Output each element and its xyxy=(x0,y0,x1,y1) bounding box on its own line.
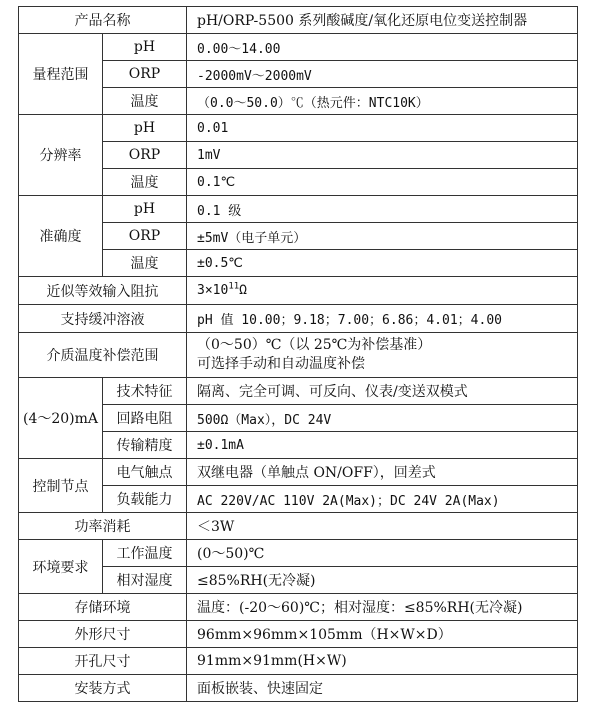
row-accuracy-temp xyxy=(19,250,578,277)
temp-comp-label: 介质温度补偿范围 xyxy=(19,333,187,378)
accuracy-value-ph: 0.1 级 xyxy=(187,196,578,223)
row-cutout xyxy=(19,648,578,675)
accuracy-sub-temp: 温度 xyxy=(103,250,187,277)
output-label: (4～20)mA xyxy=(19,378,103,459)
mounting-value: 面板嵌装、快速固定 xyxy=(187,675,578,702)
row-product-name xyxy=(19,7,578,34)
resolution-value-ph: 0.01 xyxy=(187,115,578,142)
storage-label: 存储环境 xyxy=(19,594,187,621)
impedance-unit: Ω xyxy=(239,283,247,298)
row-control-load xyxy=(19,486,578,513)
control-label: 控制节点 xyxy=(19,459,103,513)
buffer-value: pH 值 10.00；9.18；7.00；6.86；4.01；4.00 xyxy=(187,305,578,333)
power-value: ＜3W xyxy=(187,513,578,540)
resolution-sub-temp: 温度 xyxy=(103,169,187,196)
row-resolution-temp xyxy=(19,169,578,196)
output-sub-precision: 传输精度 xyxy=(103,432,187,459)
row-accuracy-orp xyxy=(19,223,578,250)
output-sub-loop: 回路电阻 xyxy=(103,405,187,432)
row-env-temp xyxy=(19,540,578,567)
range-label: 量程范围 xyxy=(19,34,103,115)
temp-comp-line1: （0～50）℃（以 25℃为补偿基准） xyxy=(197,337,432,353)
row-range-temp xyxy=(19,88,578,115)
row-dimensions xyxy=(19,621,578,648)
row-power xyxy=(19,513,578,540)
impedance-exponent: 11 xyxy=(228,281,240,292)
temp-comp-line2: 可选择手动和自动温度补偿 xyxy=(197,356,365,372)
row-mounting xyxy=(19,675,578,702)
impedance-base: 3×10 xyxy=(197,283,229,298)
row-control-contacts xyxy=(19,459,578,486)
row-buffer xyxy=(19,305,578,333)
accuracy-value-orp: ±5mV（电子单元） xyxy=(187,223,578,250)
row-resolution-ph xyxy=(19,115,578,142)
row-resolution-orp xyxy=(19,142,578,169)
cutout-value: 91mm×91mm(H×W) xyxy=(187,648,578,675)
resolution-sub-ph: pH xyxy=(103,115,187,142)
control-sub-contacts: 电气触点 xyxy=(103,459,187,486)
row-output-loop xyxy=(19,405,578,432)
storage-value: 温度：(-20～60)℃；相对湿度：≤85%RH(无冷凝) xyxy=(187,594,578,621)
range-sub-temp: 温度 xyxy=(103,88,187,115)
resolution-sub-orp: ORP xyxy=(103,142,187,169)
range-value-orp: -2000mV～2000mV xyxy=(187,61,578,88)
cutout-label: 开孔尺寸 xyxy=(19,648,187,675)
row-output-precision xyxy=(19,432,578,459)
range-sub-ph: pH xyxy=(103,34,187,61)
product-name-value: pH/ORP-5500 系列酸碱度/氧化还原电位变送控制器 xyxy=(187,7,578,34)
row-range-ph xyxy=(19,34,578,61)
control-sub-load: 负载能力 xyxy=(103,486,187,513)
output-sub-features: 技术特征 xyxy=(103,378,187,405)
resolution-label: 分辨率 xyxy=(19,115,103,196)
mounting-label: 安装方式 xyxy=(19,675,187,702)
row-temp-comp xyxy=(19,333,578,378)
row-env-humidity xyxy=(19,567,578,594)
row-output-features xyxy=(19,378,578,405)
accuracy-sub-orp: ORP xyxy=(103,223,187,250)
environment-sub-temp: 工作温度 xyxy=(103,540,187,567)
dimensions-value: 96mm×96mm×105mm（H×W×D） xyxy=(187,621,578,648)
spec-table xyxy=(18,6,578,702)
accuracy-label: 准确度 xyxy=(19,196,103,277)
control-value-load: AC 220V/AC 110V 2A(Max)；DC 24V 2A(Max) xyxy=(187,486,578,513)
buffer-label: 支持缓冲溶液 xyxy=(19,305,187,333)
environment-value-temp: (0～50)℃ xyxy=(187,540,578,567)
power-label: 功率消耗 xyxy=(19,513,187,540)
impedance-label: 近似等效输入阻抗 xyxy=(19,277,187,305)
output-value-loop: 500Ω（Max），DC 24V xyxy=(187,405,578,432)
accuracy-sub-ph: pH xyxy=(103,196,187,223)
row-range-orp xyxy=(19,61,578,88)
dimensions-label: 外形尺寸 xyxy=(19,621,187,648)
environment-sub-humidity: 相对湿度 xyxy=(103,567,187,594)
impedance-value xyxy=(187,277,578,305)
resolution-value-temp: 0.1℃ xyxy=(187,169,578,196)
range-value-temp: （0.0～50.0）℃（热元件：NTC10K） xyxy=(187,88,578,115)
row-storage xyxy=(19,594,578,621)
range-sub-orp: ORP xyxy=(103,61,187,88)
environment-value-humidity: ≤85%RH(无冷凝) xyxy=(187,567,578,594)
row-impedance xyxy=(19,277,578,305)
row-accuracy-ph xyxy=(19,196,578,223)
temp-comp-value xyxy=(187,333,578,378)
output-value-features: 隔离、完全可调、可反向、仪表/变送双模式 xyxy=(187,378,578,405)
control-value-contacts: 双继电器（单触点 ON/OFF），回差式 xyxy=(187,459,578,486)
resolution-value-orp: 1mV xyxy=(187,142,578,169)
range-value-ph: 0.00～14.00 xyxy=(187,34,578,61)
output-value-precision: ±0.1mA xyxy=(187,432,578,459)
product-name-label: 产品名称 xyxy=(19,7,187,34)
accuracy-value-temp: ±0.5℃ xyxy=(187,250,578,277)
environment-label: 环境要求 xyxy=(19,540,103,594)
